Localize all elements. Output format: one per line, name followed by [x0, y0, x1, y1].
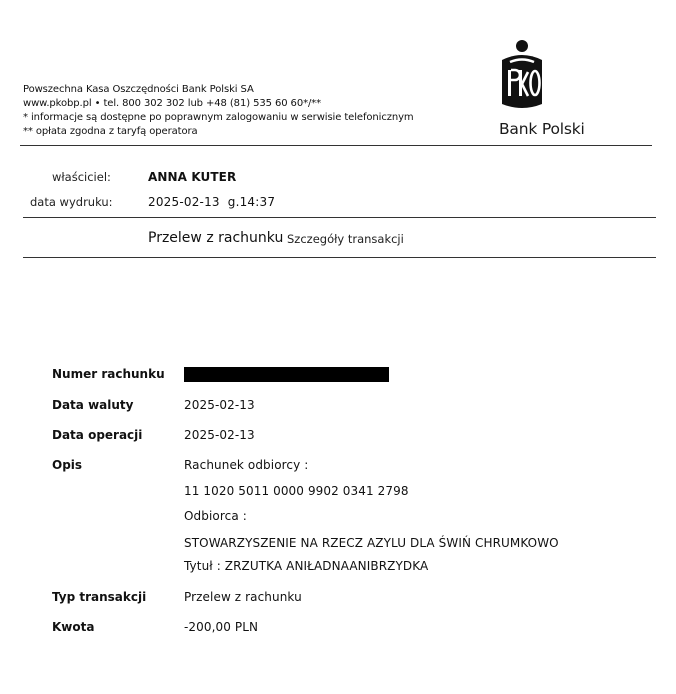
brand-name: Bank Polski: [499, 120, 585, 138]
bank-contact: www.pkobp.pl • tel. 800 302 302 lub +48 (81) 535 60 60*/**: [23, 98, 322, 109]
description-line: Rachunek odbiorcy :: [184, 458, 309, 472]
header-divider: [20, 145, 652, 146]
section-divider: [23, 257, 656, 258]
print-date-value: 2025-02-13 g.14:37: [148, 195, 276, 209]
print-date-label: data wydruku:: [30, 195, 113, 209]
operation-date-label: Data operacji: [52, 428, 143, 442]
owner-value: ANNA KUTER: [148, 170, 237, 184]
amount-value: -200,00 PLN: [184, 620, 259, 634]
description-line: Odbiorca :: [184, 509, 247, 523]
contact-note-1: * informacje są dostępne po poprawnym zalogowaniu w serwisie telefonicznym: [23, 112, 414, 123]
account-number-label: Numer rachunku: [52, 367, 165, 381]
section-title: Przelew z rachunku: [148, 230, 284, 246]
description-label: Opis: [52, 458, 83, 472]
value-date-value: 2025-02-13: [184, 398, 255, 412]
value-date-label: Data waluty: [52, 398, 134, 412]
transaction-type-value: Przelew z rachunku: [184, 590, 302, 604]
section-subtitle: Szczegóły transakcji: [287, 232, 404, 246]
owner-label: właściciel:: [52, 170, 111, 184]
description-line: Tytuł : ZRZUTKA ANIŁADNAANIBRZYDKA: [184, 559, 429, 573]
description-line: STOWARZYSZENIE NA RZECZ AZYLU DLA ŚWIŃ CHRUMKOWO: [184, 536, 559, 550]
description-line: 11 1020 5011 0000 9902 0341 2798: [184, 484, 409, 498]
bank-name: Powszechna Kasa Oszczędności Bank Polski SA: [23, 84, 254, 95]
operation-date-value: 2025-02-13: [184, 428, 255, 442]
amount-label: Kwota: [52, 620, 95, 634]
transaction-type-label: Typ transakcji: [52, 590, 147, 604]
account-number-redacted: [184, 367, 389, 382]
contact-note-2: ** opłata zgodna z taryfą operatora: [23, 126, 198, 137]
meta-divider: [23, 217, 656, 218]
